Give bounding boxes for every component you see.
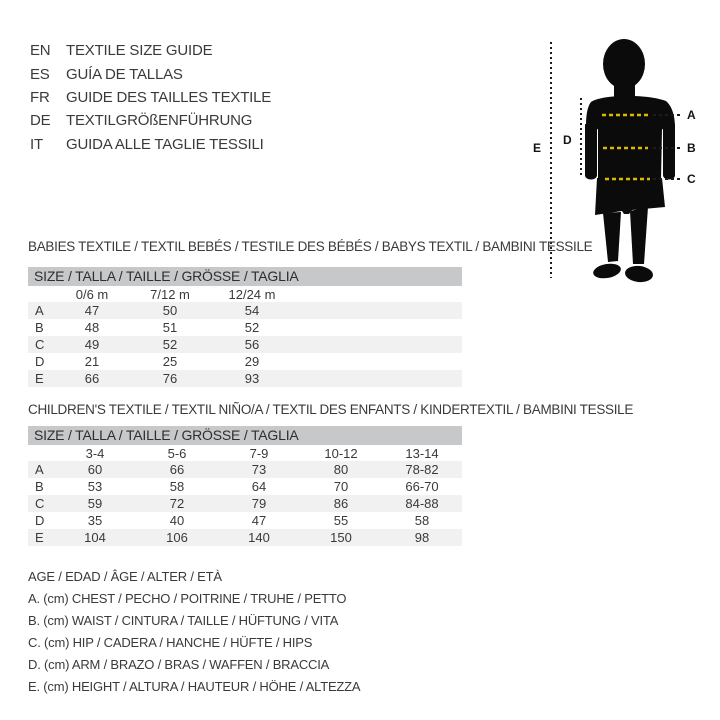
- column-header: 12/24 m: [228, 287, 276, 302]
- language-code: IT: [30, 135, 43, 153]
- babies-table-header: [28, 287, 462, 302]
- legend-line-hip: C. (cm) HIP / CADERA / HANCHE / HÜFTE / HIPS: [28, 635, 313, 650]
- row-label: B: [35, 320, 44, 335]
- language-row-fr: [30, 86, 271, 109]
- table-row-c: [28, 336, 462, 353]
- cell-value: 51: [162, 320, 178, 335]
- column-header: 7-9: [249, 446, 269, 461]
- row-label: A: [35, 303, 44, 318]
- cell-value: 58: [414, 513, 430, 528]
- legend-line-waist: B. (cm) WAIST / CINTURA / TAILLE / HÜFTUNG / VITA: [28, 613, 339, 628]
- cell-value: 84-88: [405, 496, 439, 511]
- language-row-es: [30, 62, 271, 85]
- cell-value: 64: [251, 479, 267, 494]
- column-header: 10-12: [324, 446, 358, 461]
- legend-line-age: AGE / EDAD / ÂGE / ALTER / ETÀ: [28, 569, 222, 584]
- language-row-en: [30, 39, 271, 62]
- size-bar: SIZE / TALLA / TAILLE / GRÖSSE / TAGLIA: [28, 426, 462, 445]
- cell-value: 35: [87, 513, 103, 528]
- babies-section-heading: BABIES TEXTILE / TEXTIL BEBÉS / TESTILE DES BÉBÉS / BABYS TEXTIL / BAMBINI TESSILE: [28, 239, 593, 254]
- cell-value: 60: [87, 462, 103, 477]
- measure-label-c: C: [687, 172, 696, 186]
- cell-value: 79: [251, 496, 267, 511]
- table-row-b: [28, 319, 462, 336]
- cell-value: 59: [87, 496, 103, 511]
- cell-value: 78-82: [405, 462, 439, 477]
- size-bar: SIZE / TALLA / TAILLE / GRÖSSE / TAGLIA: [28, 267, 462, 286]
- cell-value: 47: [251, 513, 267, 528]
- table-row-e: [28, 370, 462, 387]
- language-row-it: [30, 133, 271, 156]
- row-label: D: [35, 513, 45, 528]
- cell-value: 150: [330, 530, 352, 545]
- cell-value: 52: [162, 337, 178, 352]
- cell-value: 80: [333, 462, 349, 477]
- children-section-heading: CHILDREN'S TEXTILE / TEXTIL NIÑO/A / TEXTIL DES ENFANTS / KINDERTEXTIL / BAMBINI TESSILE: [28, 402, 634, 417]
- language-title: TEXTILGRÖßENFÜHRUNG: [66, 112, 253, 130]
- table-row-a: [28, 302, 462, 319]
- language-title: TEXTILE SIZE GUIDE: [66, 42, 213, 60]
- cell-value: 104: [84, 530, 106, 545]
- language-code: EN: [30, 42, 51, 60]
- cell-value: 66: [169, 462, 185, 477]
- row-label: B: [35, 479, 44, 494]
- cell-value: 40: [169, 513, 185, 528]
- row-label: E: [35, 371, 44, 386]
- table-row-d: [28, 353, 462, 370]
- legend-line-arm: D. (cm) ARM / BRAZO / BRAS / WAFFEN / BRACCIA: [28, 657, 330, 672]
- children-table-header: [28, 446, 462, 461]
- cell-value: 55: [333, 513, 349, 528]
- cell-value: 47: [84, 303, 100, 318]
- row-label: C: [35, 337, 45, 352]
- cell-value: 86: [333, 496, 349, 511]
- measure-label-e: E: [533, 141, 542, 155]
- child-silhouette: [585, 39, 675, 283]
- cell-value: 53: [87, 479, 103, 494]
- language-code: FR: [30, 88, 50, 106]
- child-silhouette-figure: [525, 28, 715, 294]
- cell-value: 70: [333, 479, 349, 494]
- cell-value: 98: [414, 530, 430, 545]
- column-header: 13-14: [405, 446, 439, 461]
- legend-line-height: E. (cm) HEIGHT / ALTURA / HAUTEUR / HÖHE / ALTEZZA: [28, 679, 361, 694]
- cell-value: 73: [251, 462, 267, 477]
- row-label: E: [35, 530, 44, 545]
- cell-value: 93: [244, 371, 260, 386]
- measure-label-a: A: [687, 108, 696, 122]
- children-size-table: [28, 426, 462, 546]
- table-row-c: [28, 495, 462, 512]
- table-row-b: [28, 478, 462, 495]
- language-title: GUIDA ALLE TAGLIE TESSILI: [66, 135, 264, 153]
- cell-value: 21: [84, 354, 100, 369]
- cell-value: 58: [169, 479, 185, 494]
- row-label: D: [35, 354, 45, 369]
- cell-value: 76: [162, 371, 178, 386]
- measure-label-b: B: [687, 141, 696, 155]
- measure-label-d: D: [563, 133, 572, 147]
- cell-value: 29: [244, 354, 260, 369]
- language-code: DE: [30, 112, 51, 130]
- column-header: 7/12 m: [150, 287, 190, 302]
- language-code: ES: [30, 65, 50, 83]
- language-title: GUIDE DES TAILLES TEXTILE: [66, 88, 272, 106]
- cell-value: 56: [244, 337, 260, 352]
- cell-value: 66-70: [405, 479, 439, 494]
- cell-value: 48: [84, 320, 100, 335]
- legend-line-chest: A. (cm) CHEST / PECHO / POITRINE / TRUHE / PETTO: [28, 591, 347, 606]
- babies-size-table: [28, 267, 462, 387]
- cell-value: 140: [248, 530, 270, 545]
- row-label: C: [35, 496, 45, 511]
- column-header: 3-4: [85, 446, 105, 461]
- language-list: [30, 39, 271, 156]
- table-row-e: [28, 529, 462, 546]
- cell-value: 50: [162, 303, 178, 318]
- cell-value: 25: [162, 354, 178, 369]
- language-row-de: [30, 109, 271, 132]
- cell-value: 54: [244, 303, 260, 318]
- child-silhouette-diagram: [525, 28, 715, 294]
- measurement-legend: [28, 566, 360, 698]
- cell-value: 49: [84, 337, 100, 352]
- cell-value: 52: [244, 320, 260, 335]
- cell-value: 106: [166, 530, 188, 545]
- row-label: A: [35, 462, 44, 477]
- column-header: 5-6: [167, 446, 187, 461]
- language-title: GUÍA DE TALLAS: [66, 65, 183, 83]
- table-row-d: [28, 512, 462, 529]
- cell-value: 72: [169, 496, 185, 511]
- cell-value: 66: [84, 371, 100, 386]
- column-header: 0/6 m: [75, 287, 109, 302]
- table-row-a: [28, 461, 462, 478]
